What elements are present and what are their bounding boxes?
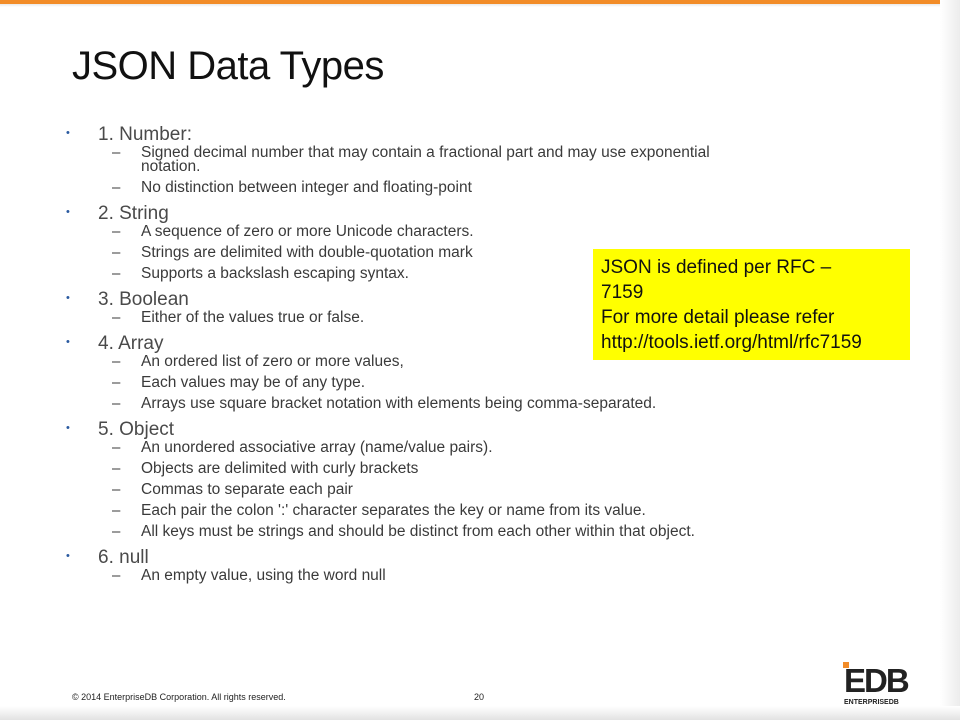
callout-line: For more detail please refer bbox=[601, 307, 835, 328]
sub-item-text: An empty value, using the word null bbox=[141, 567, 386, 584]
dash-icon: – bbox=[112, 523, 121, 540]
dash-icon: – bbox=[112, 439, 121, 456]
sub-item bbox=[66, 525, 866, 539]
sub-item bbox=[66, 225, 866, 239]
sub-item bbox=[66, 504, 866, 518]
sub-item-text: A sequence of zero or more Unicode characters. bbox=[141, 223, 474, 240]
dash-icon: – bbox=[112, 144, 121, 161]
page-number: 20 bbox=[474, 692, 485, 702]
slide-right-edge bbox=[940, 0, 960, 720]
bullet-heading: 6. null bbox=[98, 547, 149, 568]
dash-icon: – bbox=[112, 353, 121, 370]
bullet-item bbox=[66, 419, 866, 441]
dash-icon: – bbox=[112, 244, 121, 261]
sub-item bbox=[66, 483, 866, 497]
dash-icon: – bbox=[112, 309, 121, 326]
sub-item-text: Each values may be of any type. bbox=[141, 374, 366, 391]
logo-subtext: ENTERPRISEDB bbox=[844, 699, 899, 706]
bullet-dot-icon: • bbox=[66, 292, 70, 304]
bullet-dot-icon: • bbox=[66, 206, 70, 218]
sub-item-text: Supports a backslash escaping syntax. bbox=[141, 265, 409, 282]
sub-item-text: An ordered list of zero or more values, bbox=[141, 353, 404, 370]
sub-item-text: All keys must be strings and should be distinct from each other within that object. bbox=[141, 523, 695, 540]
sub-item-text: Arrays use square bracket notation with elements being comma-separated. bbox=[141, 395, 657, 412]
sub-item-text: No distinction between integer and floating-point bbox=[141, 179, 472, 196]
sub-item-text: An unordered associative array (name/value pairs). bbox=[141, 439, 493, 456]
bullet-heading: 2. String bbox=[98, 203, 169, 224]
section-null bbox=[66, 547, 866, 583]
sub-item bbox=[66, 569, 866, 583]
bullet-heading: 4. Array bbox=[98, 333, 164, 354]
dash-icon: – bbox=[112, 265, 121, 282]
bullet-item bbox=[66, 203, 866, 225]
sub-item bbox=[66, 462, 866, 476]
sub-item bbox=[66, 397, 866, 411]
sub-item-text: Each pair the colon ':' character separates the key or name from its value. bbox=[141, 502, 646, 519]
section-number bbox=[66, 124, 866, 195]
bullet-dot-icon: • bbox=[66, 336, 70, 348]
slide-bottom-shade bbox=[0, 706, 960, 720]
sub-item-text: Commas to separate each pair bbox=[141, 481, 353, 498]
bullet-item bbox=[66, 124, 866, 146]
footer-copyright: © 2014 EnterpriseDB Corporation. All rights reserved. bbox=[72, 692, 286, 702]
callout-line: 7159 bbox=[601, 282, 644, 303]
dash-icon: – bbox=[112, 502, 121, 519]
bullet-item bbox=[66, 547, 866, 569]
dash-icon: – bbox=[112, 460, 121, 477]
rfc-callout-box bbox=[593, 249, 910, 360]
sub-item bbox=[66, 181, 866, 195]
sub-item-text: Either of the values true or false. bbox=[141, 309, 365, 326]
bullet-heading: 3. Boolean bbox=[98, 289, 189, 310]
dash-icon: – bbox=[112, 179, 121, 196]
callout-link: http://tools.ietf.org/html/rfc7159 bbox=[601, 332, 862, 353]
bullet-dot-icon: • bbox=[66, 550, 70, 562]
edb-logo bbox=[843, 662, 917, 706]
sub-item bbox=[66, 376, 866, 390]
sub-item-text-continued: notation. bbox=[141, 158, 201, 175]
bullet-heading: 5. Object bbox=[98, 419, 175, 440]
slide-title: JSON Data Types bbox=[72, 44, 384, 88]
sub-item-text: Strings are delimited with double-quotation mark bbox=[141, 244, 473, 261]
bullet-heading: 1. Number: bbox=[98, 124, 192, 145]
sub-item-text: Objects are delimited with curly brackets bbox=[141, 460, 419, 477]
dash-icon: – bbox=[112, 223, 121, 240]
dash-icon: – bbox=[112, 481, 121, 498]
section-object bbox=[66, 419, 866, 539]
dash-icon: – bbox=[112, 395, 121, 412]
dash-icon: – bbox=[112, 374, 121, 391]
callout-line: JSON is defined per RFC – bbox=[601, 257, 832, 278]
logo-wordmark: EDB bbox=[844, 662, 908, 699]
sub-item-text: Signed decimal number that may contain a fractional part and may use exponential bbox=[141, 144, 710, 161]
sub-item bbox=[66, 146, 866, 174]
sub-item bbox=[66, 441, 866, 455]
dash-icon: – bbox=[112, 567, 121, 584]
bullet-dot-icon: • bbox=[66, 127, 70, 139]
top-bar-shadow bbox=[0, 4, 960, 7]
bullet-dot-icon: • bbox=[66, 422, 70, 434]
